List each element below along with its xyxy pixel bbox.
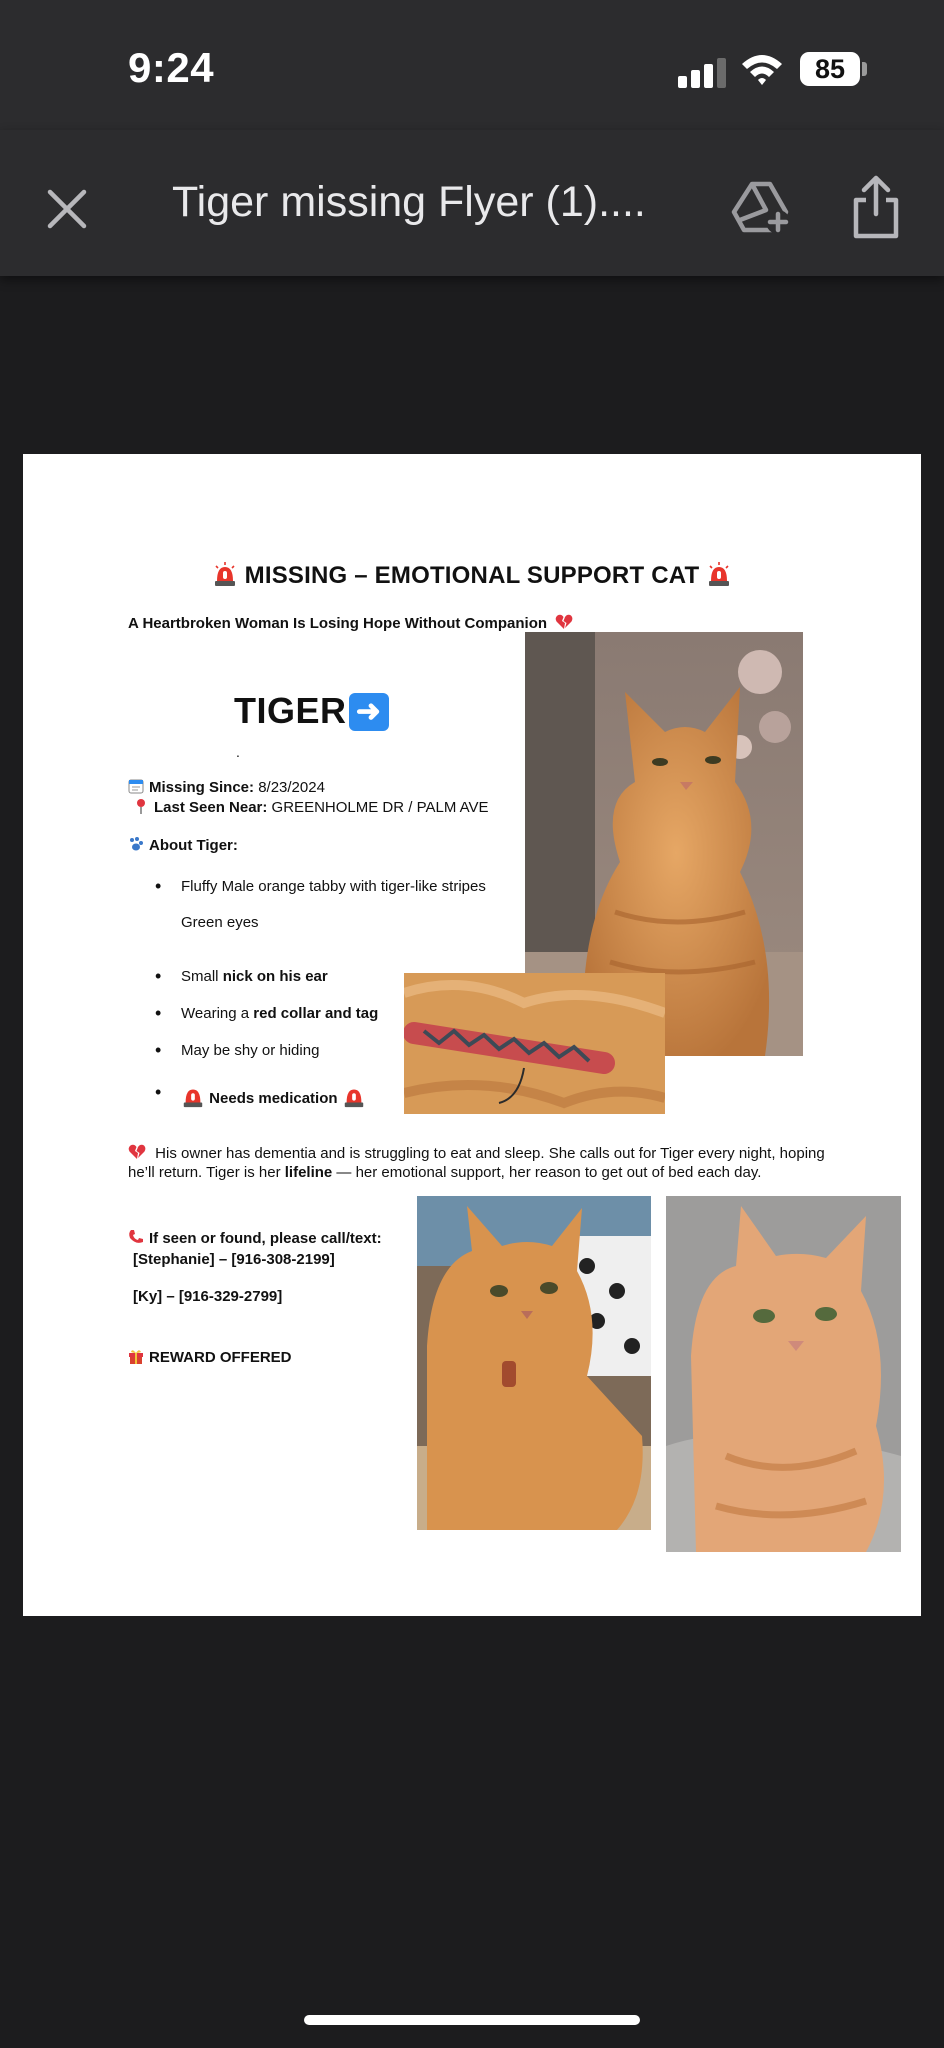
cat-photo-closeup	[666, 1196, 901, 1552]
reward-line	[128, 1348, 292, 1366]
last-seen	[133, 798, 489, 817]
about-label: About Tiger:	[149, 837, 238, 854]
list-item-text: Needs medication	[209, 1090, 338, 1107]
missing-since-value: 8/23/2024	[254, 779, 325, 796]
document-header	[0, 130, 944, 276]
missing-since	[128, 778, 325, 797]
story-bold: lifeline	[284, 1164, 333, 1181]
last-seen-label: Last Seen Near:	[154, 799, 268, 816]
list-item	[181, 914, 259, 931]
phone-icon	[128, 1229, 144, 1245]
stray-dot: .	[236, 744, 240, 760]
call-line	[128, 1228, 382, 1249]
subheading-text: A Heartbroken Woman Is Losing Hope Without Companion	[128, 615, 548, 632]
share-icon[interactable]	[846, 174, 906, 240]
contact-block	[128, 1228, 382, 1270]
wifi-icon	[740, 52, 784, 88]
contact-1: [Stephanie] – [916-308-2199]	[133, 1251, 335, 1268]
battery-icon: 85	[800, 52, 860, 86]
flyer-heading	[23, 561, 921, 590]
flyer-heading-text: MISSING – EMOTIONAL SUPPORT CAT	[244, 562, 700, 589]
right-arrow-icon: ➜	[349, 693, 389, 731]
broken-heart-icon	[128, 1144, 146, 1160]
missing-since-label: Missing Since:	[149, 779, 255, 796]
calendar-icon	[128, 778, 144, 794]
list-item-text: Wearing a	[181, 1005, 254, 1022]
story-text: — her emotional support, her reason to get out of bed each day.	[332, 1164, 762, 1181]
siren-icon	[342, 1084, 366, 1108]
list-item-text: Fluffy Male orange tabby with tiger-like stripes	[181, 878, 486, 895]
list-item: • Needs medication	[181, 1084, 366, 1108]
list-item: • May be shy or hiding	[155, 1040, 320, 1060]
status-bar	[0, 0, 944, 130]
list-item: • Small nick on his ear	[155, 966, 328, 986]
flyer-subheading	[128, 614, 578, 632]
list-item-text: May be shy or hiding	[181, 1042, 320, 1059]
cat-photo-couch	[417, 1196, 651, 1530]
story-text: His owner has dementia and is struggling to eat and sleep. She calls out for Tiger every night, hoping he’ll return. Tiger is her	[128, 1145, 825, 1181]
collar-photo	[404, 973, 665, 1114]
about-heading	[128, 836, 238, 855]
siren-icon	[181, 1084, 205, 1108]
last-seen-value: GREENHOLME DR / PALM AVE	[267, 799, 489, 816]
call-label: If seen or found, please call/text:	[149, 1230, 382, 1247]
list-item-text: Green eyes	[181, 914, 259, 931]
reward-text: REWARD OFFERED	[149, 1349, 292, 1366]
broken-heart-icon	[555, 614, 573, 630]
list-item-text: Small	[181, 968, 223, 985]
flyer-page	[23, 454, 921, 1616]
cat-name-text: TIGER	[234, 690, 347, 731]
siren-icon	[212, 561, 238, 587]
close-icon[interactable]	[40, 182, 94, 236]
siren-icon	[706, 561, 732, 587]
status-time: 9:24	[128, 44, 215, 91]
battery-cap	[862, 62, 867, 76]
pin-icon	[133, 798, 149, 814]
paw-prints-icon	[128, 836, 144, 852]
contact-2: [Ky] – [916-329-2799]	[133, 1288, 283, 1305]
document-title: Tiger missing Flyer (1)....	[172, 178, 646, 226]
owner-story	[128, 1144, 833, 1182]
list-item: • Fluffy Male orange tabby with tiger-like stripes	[155, 876, 486, 896]
home-indicator[interactable]	[304, 2015, 640, 2025]
list-item-bold: red collar and tag	[253, 1005, 379, 1022]
gift-icon	[128, 1348, 144, 1364]
drive-add-icon[interactable]	[730, 178, 794, 238]
list-item: • Wearing a red collar and tag	[155, 1003, 379, 1023]
cellular-signal-icon	[678, 58, 728, 88]
list-item-bold: nick on his ear	[222, 968, 328, 985]
cat-name	[234, 690, 389, 732]
